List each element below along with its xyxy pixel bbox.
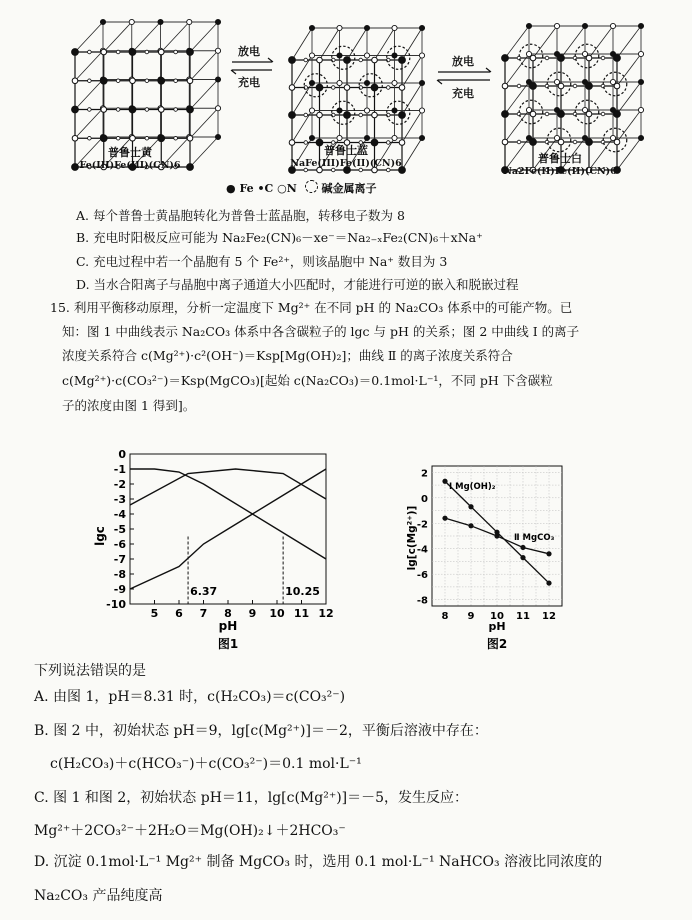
arrow-1 xyxy=(231,58,273,74)
chart2-ytick-label: -4 xyxy=(416,544,428,556)
option-d-line2: Na₂CO₃ 产品纯度高 xyxy=(34,888,163,904)
question-stem: 下列说法错误的是 xyxy=(34,663,146,679)
ion-dashed-circle-icon xyxy=(305,180,318,193)
q15-intro-3: 浓度关系符合 c(Mg²⁺)·c²(OH⁻)＝Ksp[Mg(OH)₂]；曲线 Ⅱ 的离子浓度关系符合 xyxy=(62,348,513,363)
option-c: C. 图 1 和图 2，初始状态 pH＝11，lg[c(Mg²⁺)]＝－5，发生反应： xyxy=(34,790,469,806)
option-b: B. 图 2 中，初始状态 pH＝9，lg[c(Mg²⁺)]＝－2，平衡后溶液中存在： xyxy=(34,723,488,739)
chart1-ytick-label: -9 xyxy=(113,583,126,596)
structure-2-name: 普鲁士蓝 xyxy=(324,144,368,157)
chart1-ytick-label: -6 xyxy=(113,538,126,551)
chart2-xtick-label: 10 xyxy=(490,611,504,622)
chart2-point xyxy=(520,555,525,560)
structure-3-name: 普鲁士白 xyxy=(538,152,582,165)
chart2-ytick-label: -8 xyxy=(416,595,428,607)
chart1-ytick-label: -5 xyxy=(113,523,126,536)
chart1-xtick-label: 8 xyxy=(224,607,232,620)
c-dot-icon: • xyxy=(257,182,265,195)
chart2-point xyxy=(494,533,499,538)
structure-3-formula: Na2Fe(II)Fe(II)(CN)6 xyxy=(503,166,617,177)
chart2-ytick-label: 2 xyxy=(421,468,428,480)
chart2-xtick-label: 12 xyxy=(542,611,556,622)
chart2-ytick-label: -6 xyxy=(416,570,428,582)
chart2-point xyxy=(442,479,447,484)
arrow1-charge-label: 充电 xyxy=(238,76,260,89)
q15-intro-1: 15. 利用平衡移动原理，分析一定温度下 Mg²⁺ 在不同 pH 的 Na₂CO₃ 体系中的可能产物。已 xyxy=(50,300,573,315)
legend-n: N xyxy=(286,182,297,195)
chart2-point xyxy=(442,516,447,521)
structure-1-name: 普鲁士黄 xyxy=(108,146,152,159)
structure-2-formula: NaFe(III)Fe(II)(CN)6 xyxy=(290,158,402,169)
chart2-xtick-label: 9 xyxy=(467,611,475,622)
chart1-xtick-label: 10 xyxy=(269,607,285,620)
chart1-xtick-label: 11 xyxy=(293,607,310,620)
chart1-caption: 图1 xyxy=(217,637,239,651)
series-2-label: Ⅱ MgCO₃ xyxy=(514,533,555,543)
chart1-xtick-label: 6 xyxy=(175,607,183,620)
fe-dot-icon: ● xyxy=(226,182,236,195)
arrow2-charge-label: 充电 xyxy=(452,87,474,100)
series-1-label: Ⅰ Mg(OH)₂ xyxy=(449,482,496,492)
chart-1 xyxy=(92,446,342,654)
arrow2-discharge-label: 放电 xyxy=(452,55,474,68)
q15-intro-5: 子的浓度由图 1 得到]。 xyxy=(62,398,196,413)
chart2-point xyxy=(546,551,551,556)
chart1-annotation-10-25: 10.25 xyxy=(285,585,320,598)
chart1-ytick-label: -4 xyxy=(113,508,126,521)
chart2-point xyxy=(468,504,473,509)
chart1-ytick-label: -1 xyxy=(113,463,126,476)
n-circle-icon: ○ xyxy=(277,182,287,195)
chart1-ytick-label: -7 xyxy=(113,553,126,566)
legend-fe: Fe xyxy=(239,182,254,195)
q14-option-b: B. 充电时阳极反应可能为 Na₂Fe₂(CN)₆－xe⁻＝Na₂₋ₓFe₂(CN)₆＋xNa⁺ xyxy=(76,230,483,245)
chart1-xtick-label: 9 xyxy=(248,607,257,620)
chart2-caption: 图2 xyxy=(486,637,508,651)
option-b-line2: c(H₂CO₃)＋c(HCO₃⁻)＋c(CO₃²⁻)＝0.1 mol·L⁻¹ xyxy=(50,756,362,772)
chart2-ylabel: lg[c(Mg²⁺)] xyxy=(406,505,418,571)
chart2-ytick-label: 0 xyxy=(421,493,428,505)
chart1-series-1 xyxy=(130,469,326,559)
chart2-xlabel: pH xyxy=(488,620,506,633)
q15-intro-4: c(Mg²⁺)·c(CO₃²⁻)＝Ksp(MgCO₃)[起始 c(Na₂CO₃)＝0.1mol·L⁻¹，不同 pH 下含碳粒 xyxy=(62,373,553,388)
chart1-xtick-label: 12 xyxy=(318,607,334,620)
arrow-2 xyxy=(437,68,491,84)
chart1-annotation-6-37: 6.37 xyxy=(190,585,218,598)
chart2-xtick-label: 8 xyxy=(441,611,449,622)
chart2-point xyxy=(468,523,473,528)
q14-option-c: C. 充电过程中若一个晶胞有 5 个 Fe²⁺，则该晶胞中 Na⁺ 数目为 3 xyxy=(76,254,448,269)
atom-legend xyxy=(226,180,377,196)
chart1-ytick-label: -8 xyxy=(113,568,126,581)
chart1-xlabel: pH xyxy=(218,619,238,633)
chart2-xtick-label: 11 xyxy=(516,611,530,622)
option-a: A. 由图 1，pH＝8.31 时，c(H₂CO₃)＝c(CO₃²⁻) xyxy=(34,689,346,705)
option-d: D. 沉淀 0.1mol·L⁻¹ Mg²⁺ 制备 MgCO₃ 时，选用 0.1 mol·L⁻¹ NaHCO₃ 溶液比同浓度的 xyxy=(34,854,603,870)
chart2-point xyxy=(520,545,525,550)
q15-intro-2: 知：图 1 中曲线表示 Na₂CO₃ 体系中各含碳粒子的 lgc 与 pH 的关系；图 2 中曲线 Ⅰ 的离子 xyxy=(62,324,580,339)
chart1-ylabel: lgc xyxy=(93,526,107,546)
chart2-ytick-label: -2 xyxy=(416,519,428,531)
chart1-ytick-label: -3 xyxy=(113,493,126,506)
chart1-ytick-label: 0 xyxy=(118,448,126,461)
chart1-ytick-label: -2 xyxy=(113,478,126,491)
chart1-ytick-label: -10 xyxy=(106,598,126,611)
chart-2 xyxy=(402,446,572,656)
chart1-series-3 xyxy=(130,469,326,589)
q14-option-a: A. 每个普鲁士黄晶胞转化为普鲁士蓝晶胞，转移电子数为 8 xyxy=(76,208,405,223)
legend-c: C xyxy=(264,182,274,195)
structure-1-formula: Fe(III)Fe(III)(CN)6 xyxy=(79,160,181,171)
arrow1-discharge-label: 放电 xyxy=(238,45,260,58)
chart2-point xyxy=(546,580,551,585)
q14-option-d: D. 当水合阳离子与晶胞中离子通道大小匹配时，才能进行可逆的嵌入和脱嵌过程 xyxy=(76,277,519,292)
option-c-line2: Mg²⁺＋2CO₃²⁻＋2H₂O＝Mg(OH)₂↓＋2HCO₃⁻ xyxy=(34,823,346,839)
chart1-xtick-label: 5 xyxy=(150,607,159,620)
legend-ion: 碱金属离子 xyxy=(321,182,377,195)
crystal-cell-3 xyxy=(502,23,644,173)
chart1-xtick-label: 7 xyxy=(199,607,208,620)
